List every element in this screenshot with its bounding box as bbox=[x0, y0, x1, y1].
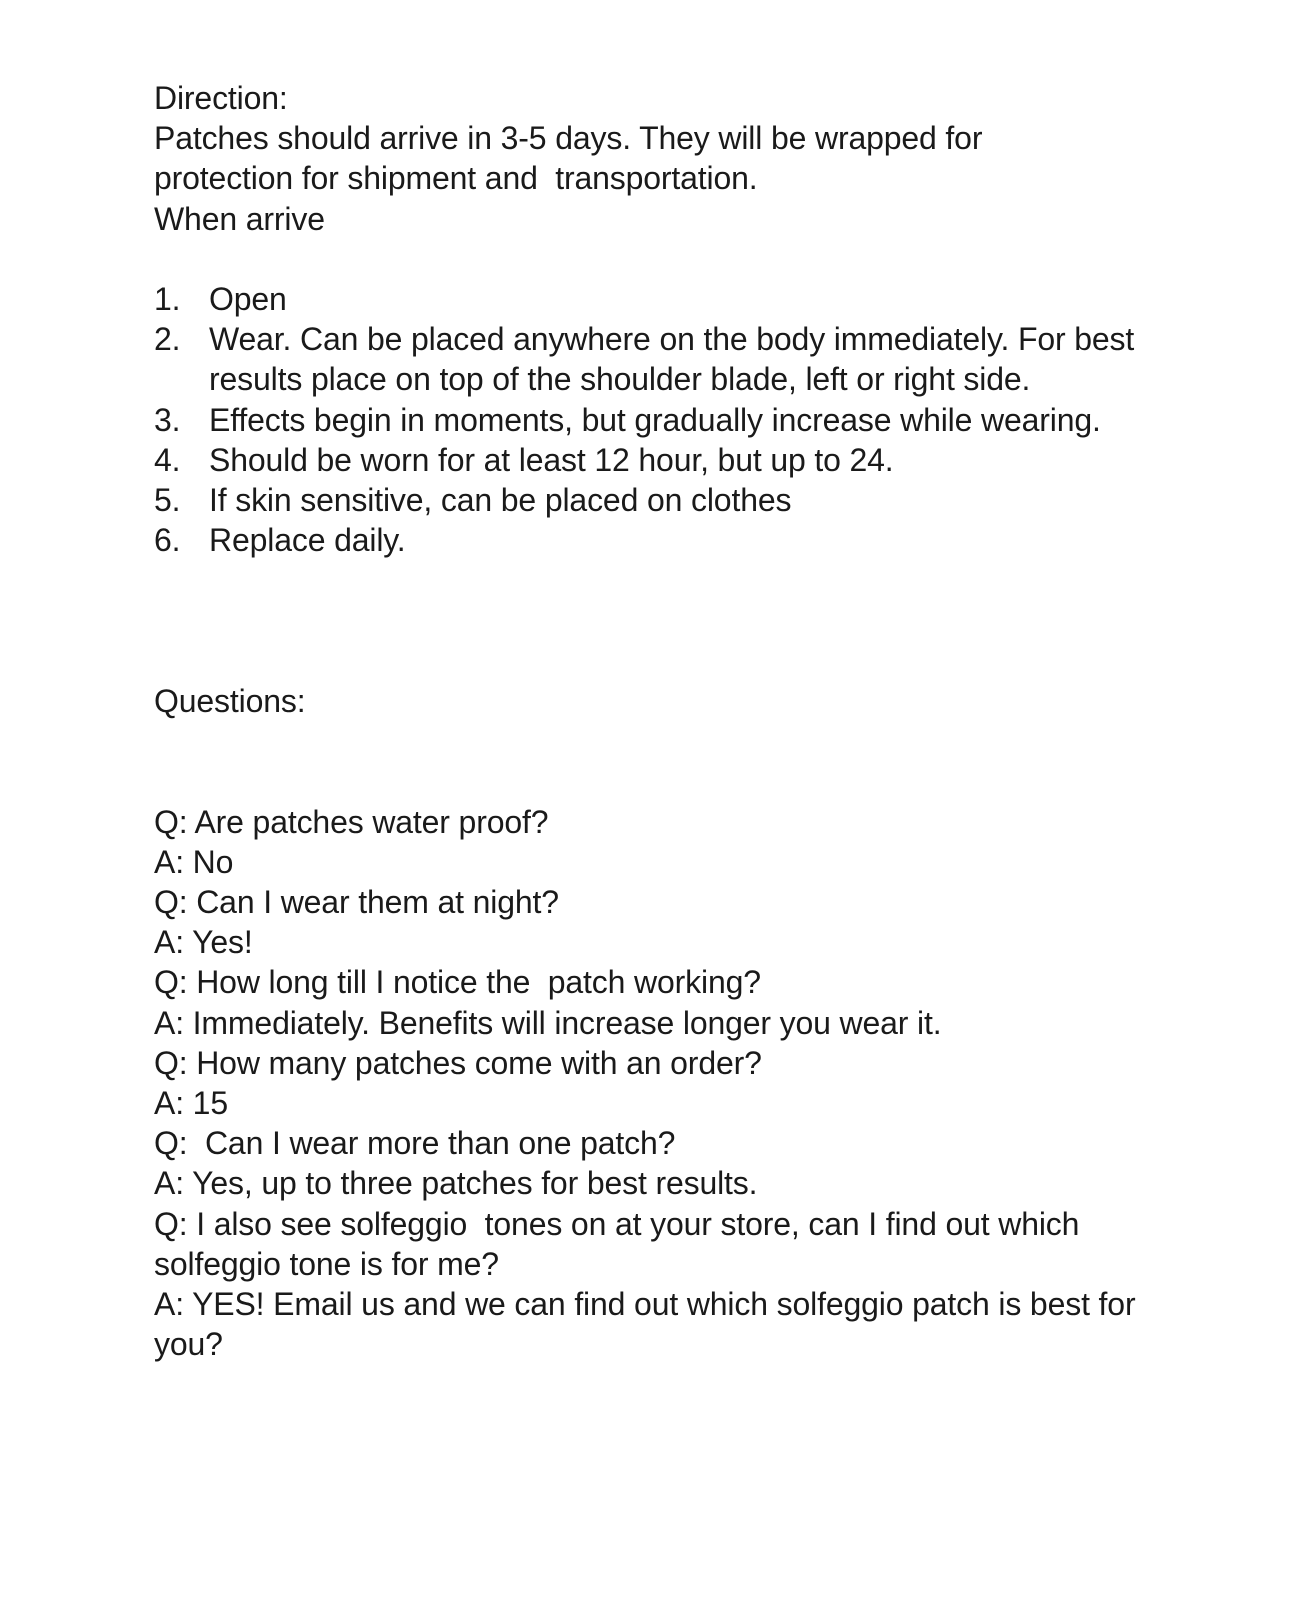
spacer bbox=[154, 560, 1164, 681]
question-text: Q: I also see solfeggio tones on at your store, can I find out which solfeggio tone is for me? bbox=[154, 1205, 1089, 1282]
direction-section bbox=[154, 78, 1164, 560]
spacer bbox=[154, 239, 1164, 279]
answer-text: A: 15 bbox=[154, 1085, 228, 1122]
question-text: Q: Can I wear them at night? bbox=[154, 884, 559, 921]
direction-heading: Direction: bbox=[154, 80, 288, 116]
step-item bbox=[154, 520, 1164, 560]
question-text: Q: Can I wear more than one patch? bbox=[154, 1125, 676, 1162]
step-number: 5. bbox=[154, 482, 181, 519]
when-arrive-label: When arrive bbox=[154, 200, 325, 237]
step-number: 3. bbox=[154, 401, 181, 438]
answer-text: A: Immediately. Benefits will increase longer you wear it. bbox=[154, 1004, 942, 1041]
direction-intro-line-2: protection for shipment and transportation. bbox=[154, 160, 758, 197]
step-text: Open bbox=[209, 281, 287, 317]
questions-heading: Questions: bbox=[154, 683, 306, 720]
answer-text: A: YES! Email us and we can find out which solfeggio patch is best for you? bbox=[154, 1286, 1145, 1363]
question-text: Q: How many patches come with an order? bbox=[154, 1044, 762, 1081]
document-body bbox=[154, 78, 1164, 1364]
questions-section bbox=[154, 681, 1164, 1364]
step-text: Wear. Can be placed anywhere on the body immediately. For best results place on top of the shoulder blade, left or right side. bbox=[209, 321, 1135, 398]
step-item bbox=[154, 279, 1164, 319]
answer-text: A: Yes, up to three patches for best results. bbox=[154, 1165, 758, 1202]
step-item bbox=[154, 319, 1164, 399]
steps-list bbox=[154, 279, 1164, 560]
step-text: If skin sensitive, can be placed on clothes bbox=[209, 482, 792, 519]
step-number: 1. bbox=[154, 281, 181, 317]
question-text: Q: Are patches water proof? bbox=[154, 803, 549, 840]
answer-text: A: No bbox=[154, 843, 234, 880]
answer-text: A: Yes! bbox=[154, 924, 253, 961]
step-number: 2. bbox=[154, 321, 181, 358]
spacer bbox=[154, 721, 1164, 801]
step-text: Should be worn for at least 12 hour, but up to 24. bbox=[209, 441, 894, 478]
qa-list bbox=[154, 802, 1164, 1365]
step-item bbox=[154, 400, 1164, 440]
step-number: 6. bbox=[154, 522, 181, 559]
direction-intro-line-1: Patches should arrive in 3-5 days. They will be wrapped for bbox=[154, 120, 983, 157]
step-text: Effects begin in moments, but gradually increase while wearing. bbox=[209, 401, 1101, 438]
step-number: 4. bbox=[154, 441, 181, 478]
step-item bbox=[154, 480, 1164, 520]
question-text: Q: How long till I notice the patch working? bbox=[154, 964, 761, 1001]
step-item bbox=[154, 440, 1164, 480]
step-text: Replace daily. bbox=[209, 522, 406, 559]
